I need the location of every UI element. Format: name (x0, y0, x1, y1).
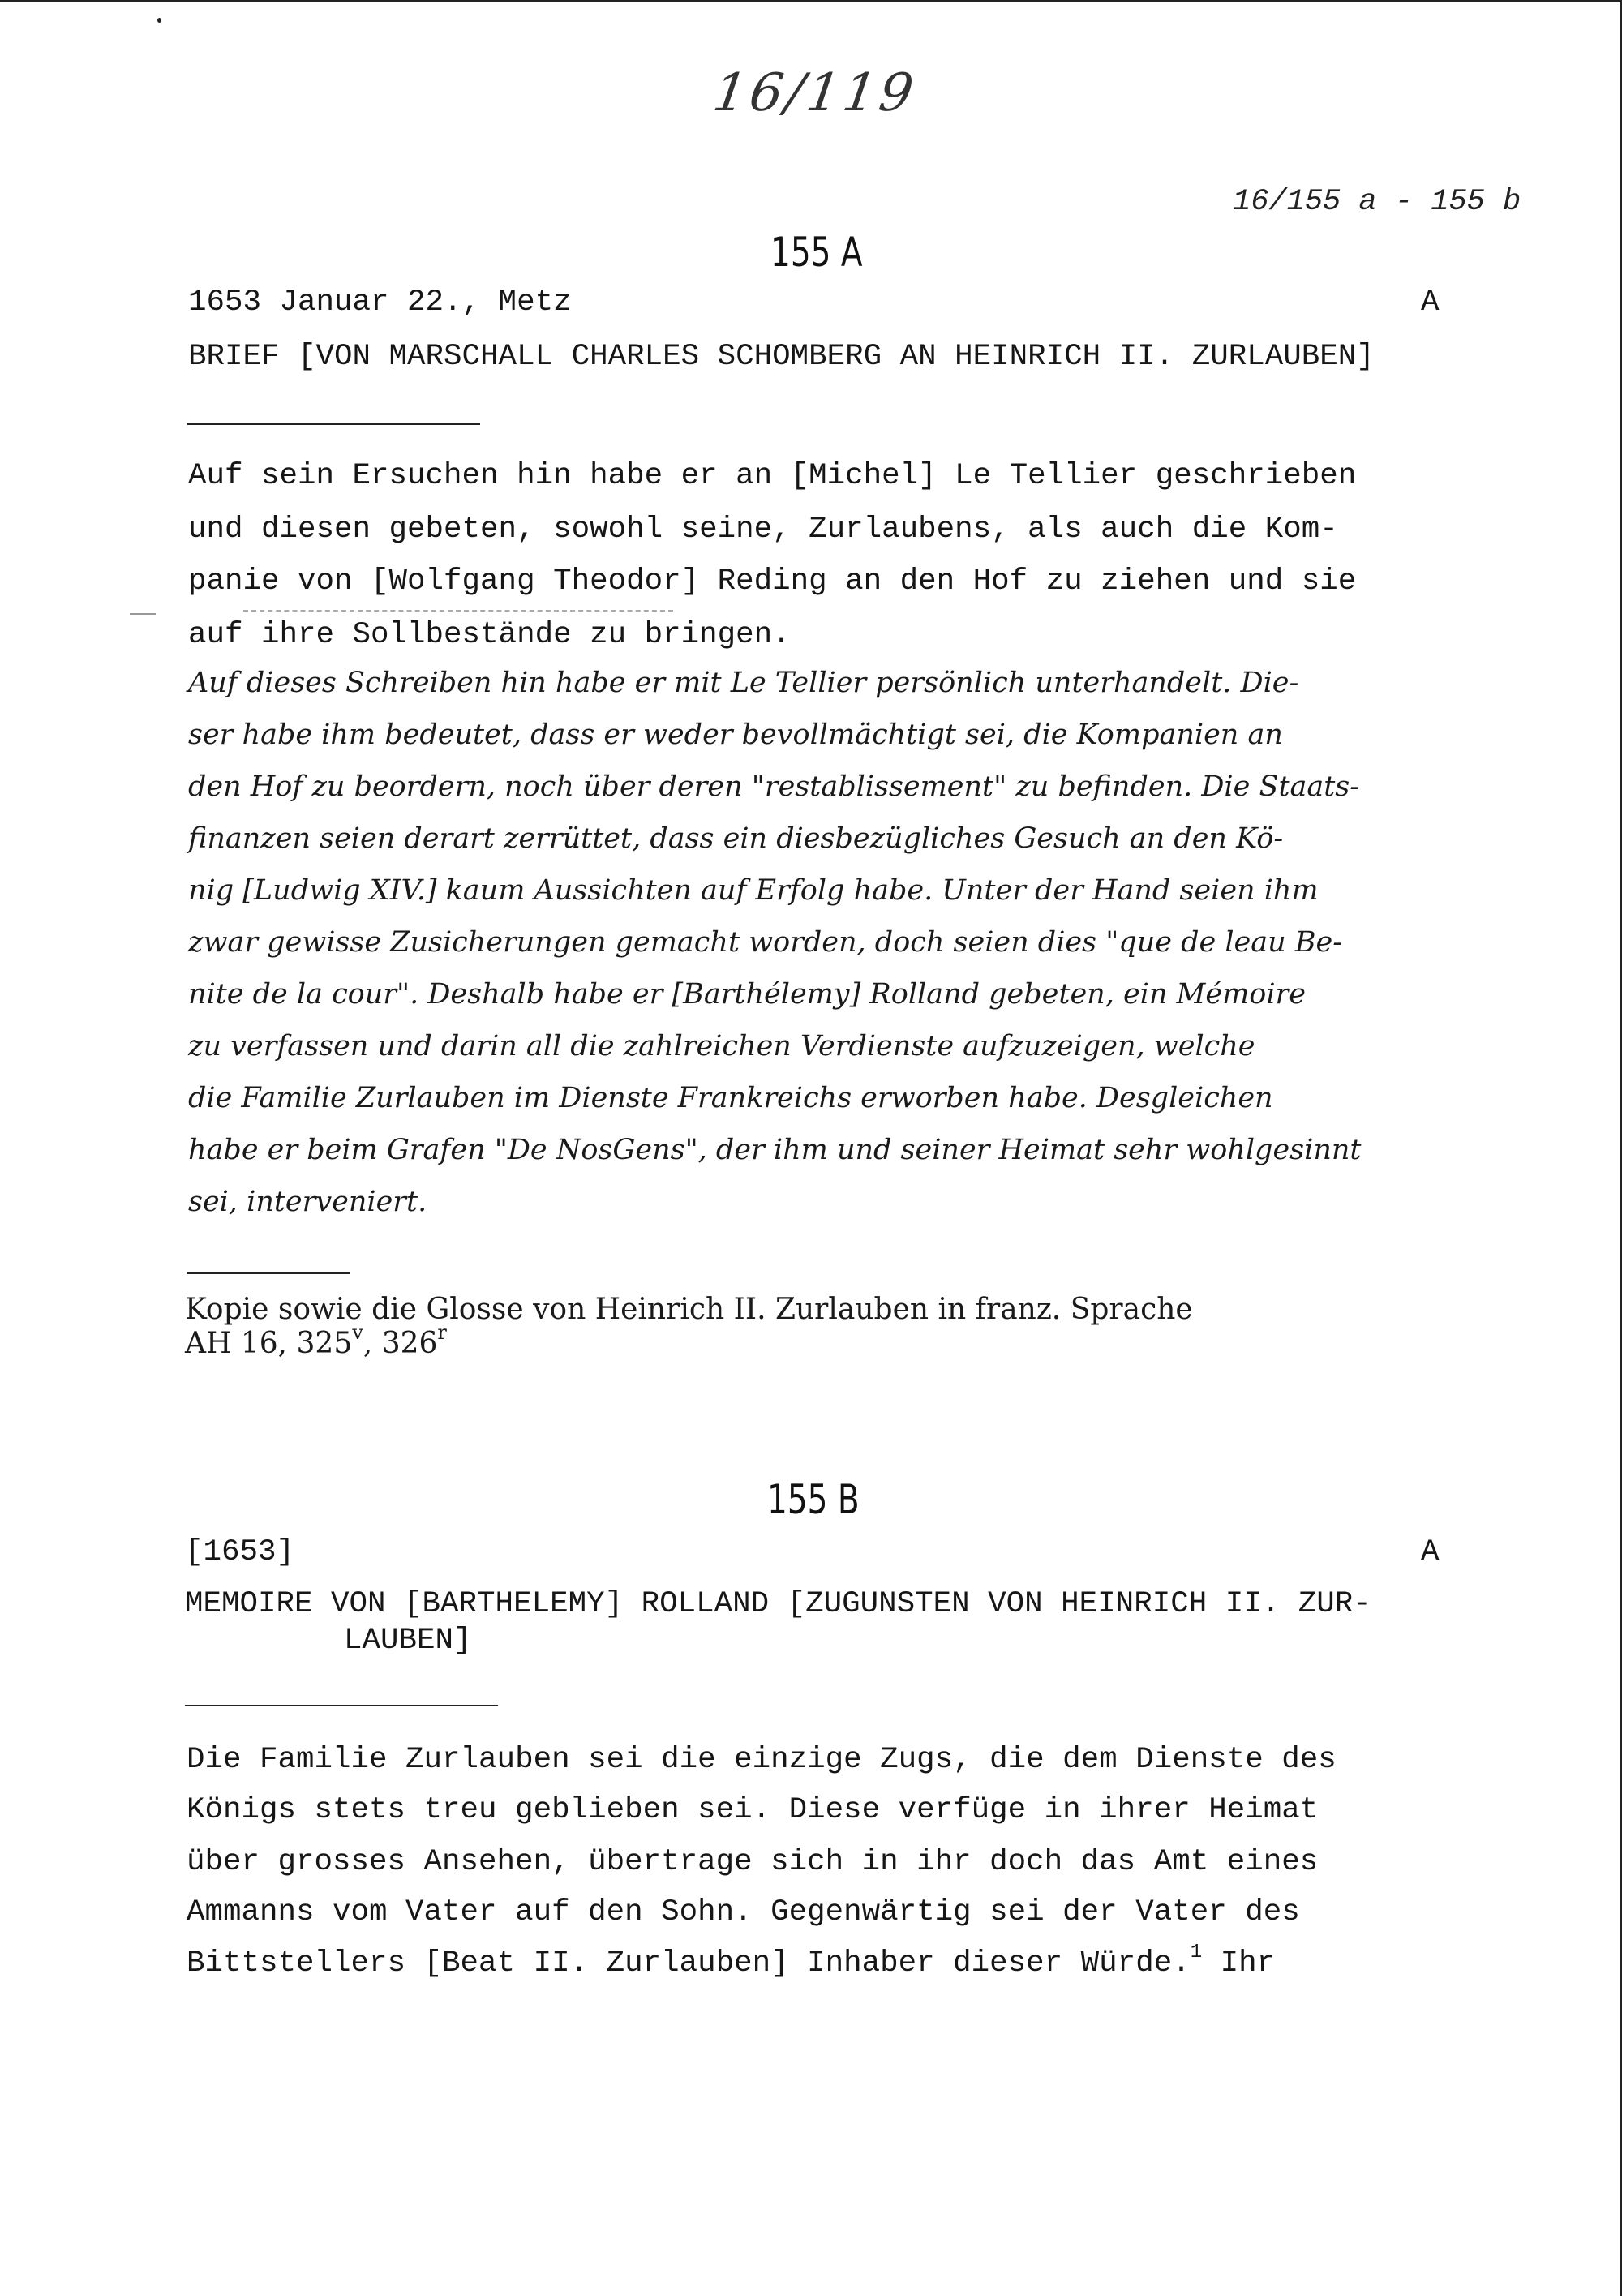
entry-a-typed-line-3: panie von [Wolfgang Theodor] Reding an den Hof zu ziehen und sie (188, 564, 1357, 599)
entry-a-typed-line-1: Auf sein Ersuchen hin habe er an [Michel] Le Tellier geschrieben (188, 459, 1357, 493)
page-top-edge (0, 0, 1622, 2)
entry-b-marker: A (1421, 1535, 1440, 1569)
footnote-mark: 1 (1190, 1942, 1203, 1964)
entry-a-cursive-line-1: Auf dieses Schreiben hin habe er mit Le Tellier persönlich unterhandelt. Die- (188, 667, 1299, 699)
entry-b-date: [1653] (185, 1535, 295, 1569)
entry-a-source-line-2 (185, 1321, 447, 1360)
entry-a-typed-line-2: und diesen gebeten, sowohl seine, Zurlaubens, als auch die Kom- (188, 513, 1338, 547)
entry-a-cursive-line-5: nig [Ludwig XIV.] kaum Aussichten auf Erfolg habe. Unter der Hand seien ihm (188, 874, 1319, 907)
entry-b-typed-line-3: über grosses Ansehen, übertrage sich in ihr doch das Amt eines (187, 1845, 1319, 1879)
entry-a-cursive-line-6: zwar gewisse Zusicherungen gemacht worden, doch seien dies "que de leau Be- (188, 926, 1343, 959)
entry-a-rule (187, 423, 480, 425)
source-shelfmark: AH 16, 325 (185, 1327, 353, 1360)
entry-a-cursive-line-11: sei, interveniert. (188, 1186, 427, 1218)
source-shelfmark-mid: , 326 (363, 1327, 438, 1360)
entry-a-source-rule (187, 1272, 350, 1274)
entry-b-typed-line-1: Die Familie Zurlauben sei die einzige Zugs, die dem Dienste des (187, 1743, 1337, 1777)
source-verso-mark: v (352, 1321, 363, 1345)
entry-b-last-line-suffix: Ihr (1202, 1946, 1276, 1981)
entry-b-last-line-text: Bittstellers [Beat II. Zurlauben] Inhaber dieser Würde. (187, 1946, 1191, 1981)
entry-a-marker: A (1421, 285, 1440, 320)
entry-a-cursive-line-7: nite de la cour". Deshalb habe er [Barthélemy] Rolland gebeten, ein Mémoire (188, 978, 1306, 1011)
entry-a-cursive-line-8: zu verfassen und darin all die zahlreichen Verdienste aufzuzeigen, welche (188, 1030, 1255, 1062)
entry-a-cursive-line-4: finanzen seien derart zerrüttet, dass ein diesbezügliches Gesuch an den Kö- (188, 822, 1284, 855)
entry-b-typed-line-4: Ammanns vom Vater auf den Sohn. Gegenwärtig sei der Vater des (187, 1895, 1300, 1929)
entry-b-typed-line-2: Königs stets treu geblieben sei. Diese verfüge in ihrer Heimat (187, 1793, 1319, 1827)
entry-a-cursive-line-2: ser habe ihm bedeutet, dass er weder bevollmächtigt sei, die Kompanien an (188, 719, 1283, 751)
entry-a-cursive-line-10: habe er beim Grafen "De NosGens", der ihm und seiner Heimat sehr wohlgesinnt (188, 1134, 1362, 1166)
entry-a-cursive-line-9: die Familie Zurlauben im Dienste Frankreichs erworben habe. Desgleichen (188, 1082, 1273, 1114)
entry-a-heading: BRIEF [VON MARSCHALL CHARLES SCHOMBERG AN HEINRICH II. ZURLAUBEN] (188, 340, 1375, 374)
entry-a-typed-line-4: auf ihre Sollbestände zu bringen. (188, 618, 791, 652)
entry-b-heading-line-1: MEMOIRE VON [BARTHELEMY] ROLLAND [ZUGUNSTEN VON HEINRICH II. ZUR- (185, 1587, 1371, 1621)
source-recto-mark: r (437, 1321, 447, 1345)
overtyped-dashes (243, 610, 673, 613)
handwritten-archive-number: 16/119 (709, 63, 920, 123)
page-reference: 16/155 a - 155 b (1233, 185, 1521, 219)
entry-b-title: 155 B (767, 1476, 860, 1523)
margin-dash (130, 613, 156, 615)
entry-b-typed-line-5 (187, 1942, 1276, 1981)
entry-a-cursive-line-3: den Hof zu beordern, noch über deren "restablissement" zu befinden. Die Staats- (188, 770, 1360, 803)
entry-b-heading-line-2: LAUBEN] (344, 1624, 472, 1658)
scan-speck (157, 18, 161, 23)
entry-b-rule (185, 1705, 498, 1706)
entry-a-title: 155 A (770, 229, 863, 276)
entry-a-source-line-1: Kopie sowie die Glosse von Heinrich II. Zurlauben in franz. Sprache (185, 1293, 1193, 1326)
entry-a-date-place: 1653 Januar 22., Metz (188, 285, 572, 320)
